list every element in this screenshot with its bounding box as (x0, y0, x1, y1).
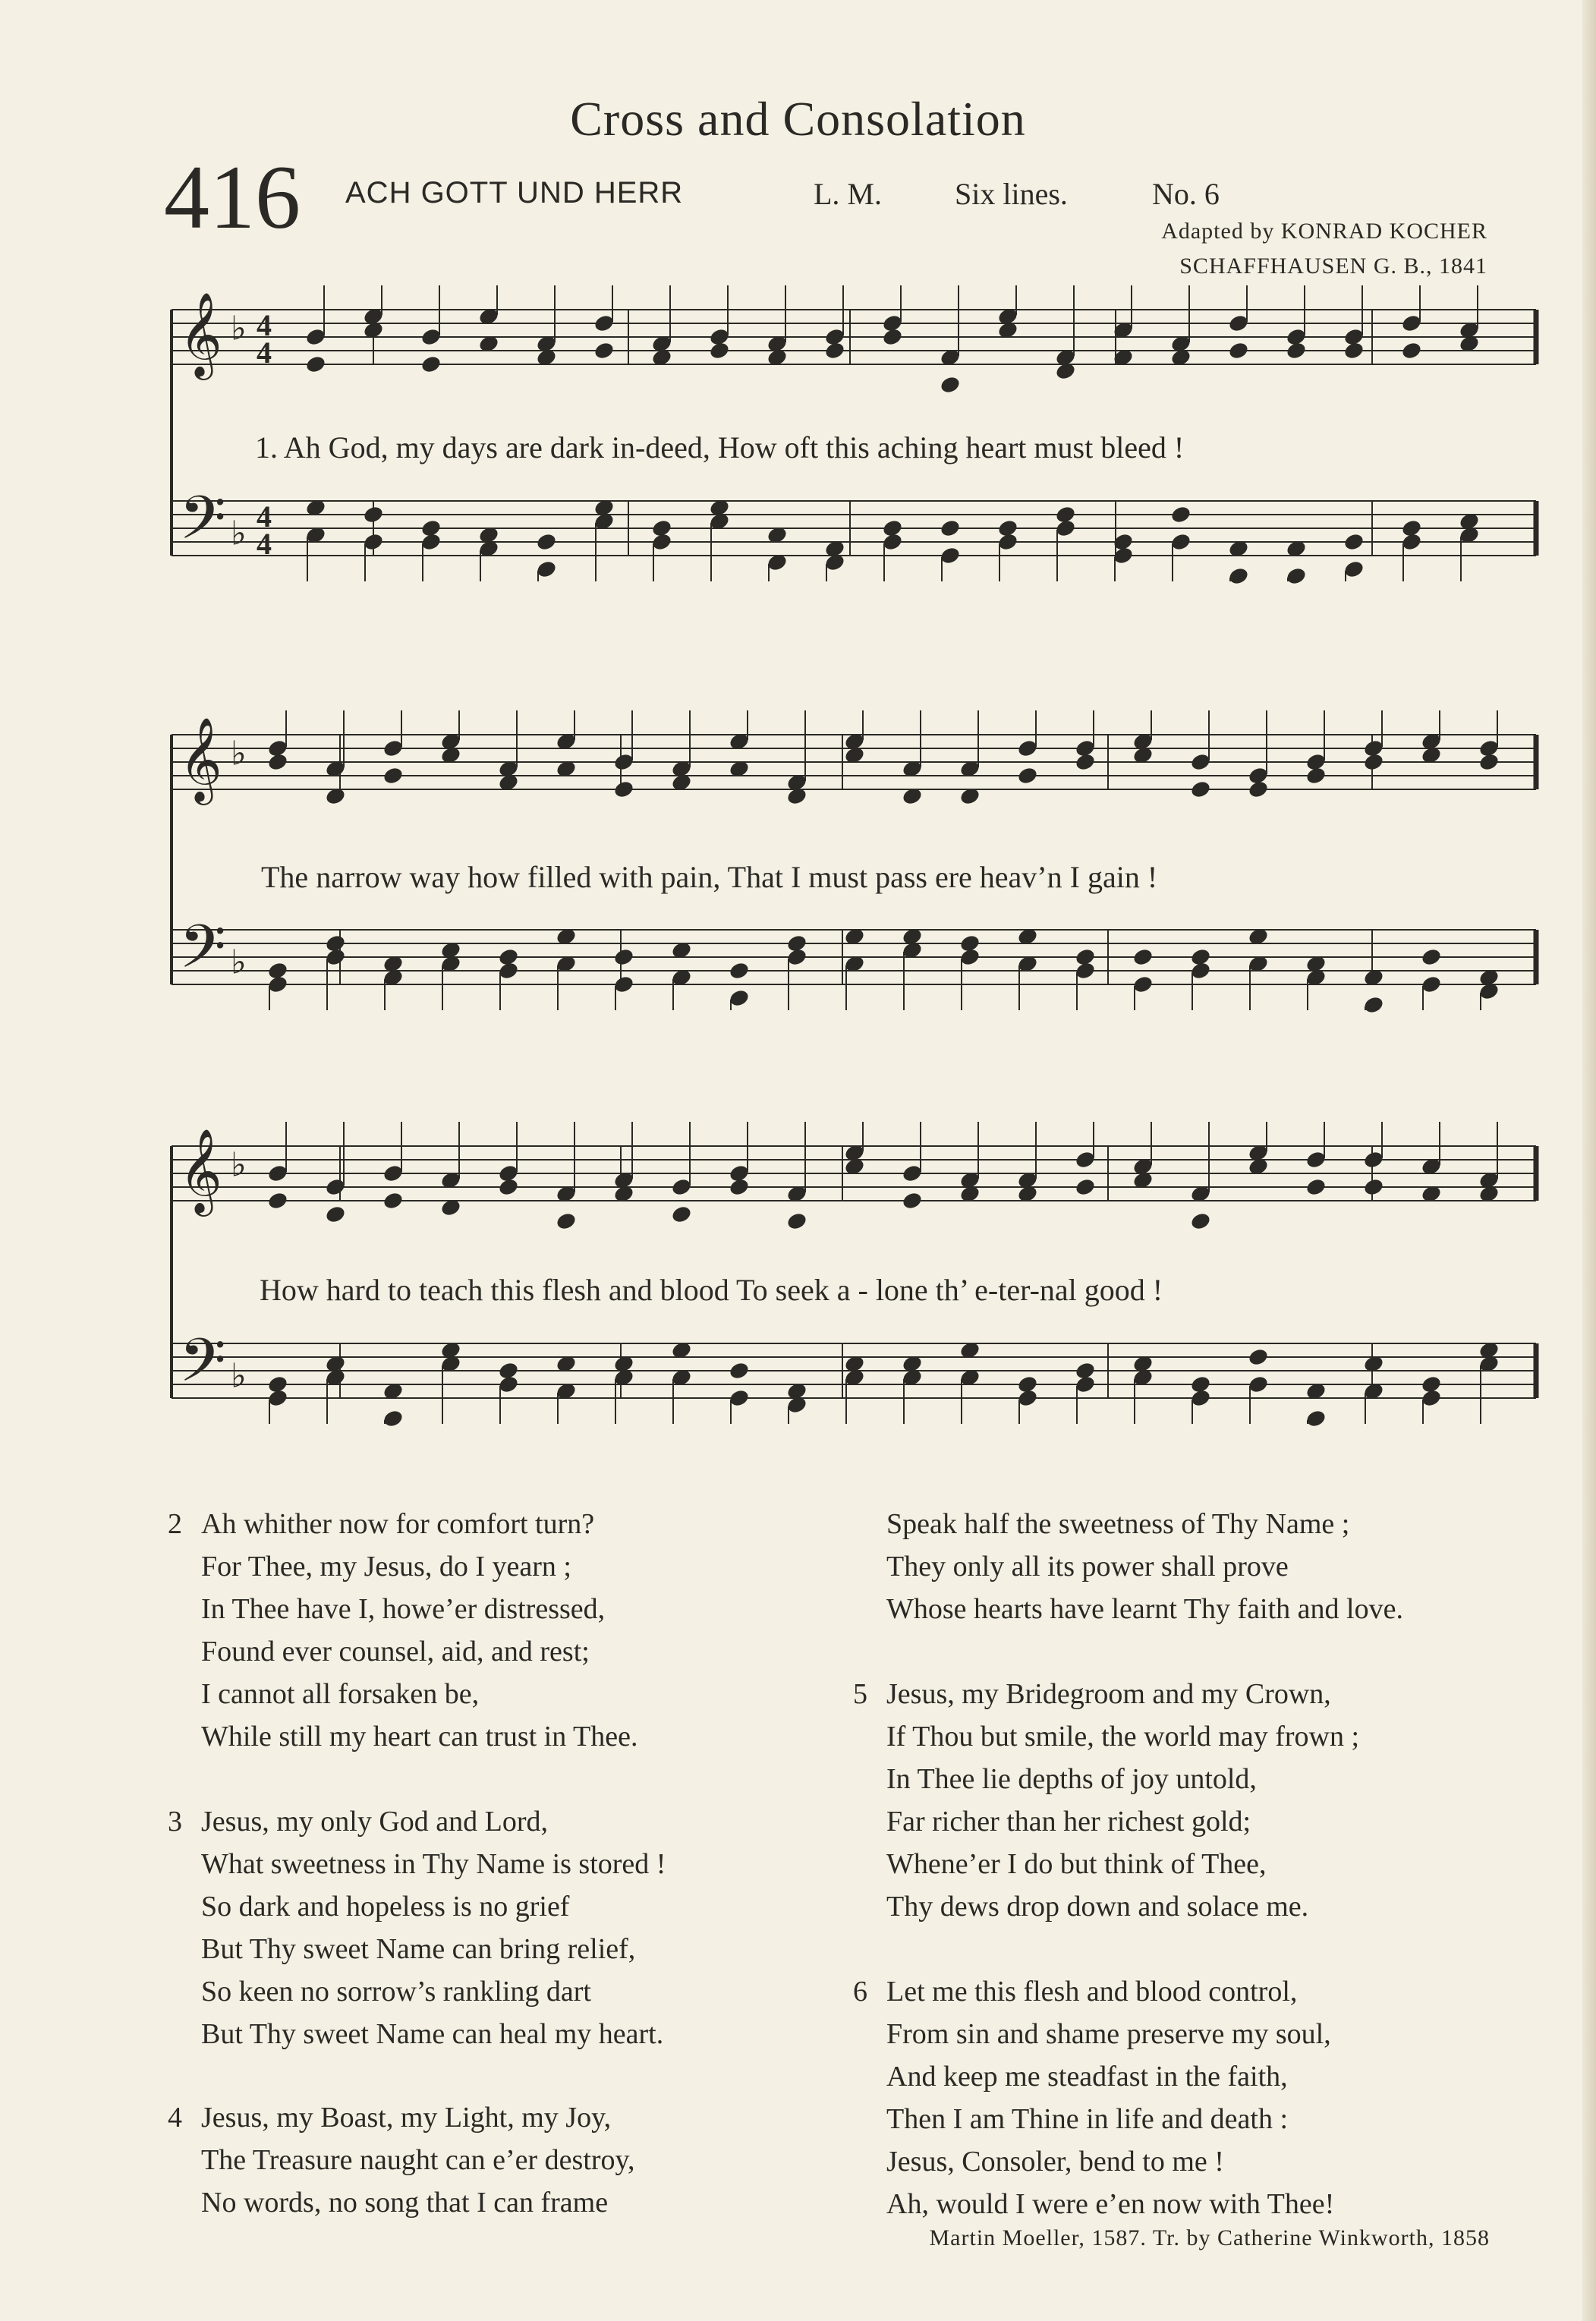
time-signature-top: 4 (257, 308, 272, 343)
verse-line: But Thy sweet Name can bring relief, (201, 1933, 636, 1965)
flat-key-signature: ♭ (231, 310, 247, 348)
note-head (1285, 341, 1307, 361)
verse-line: In Thee have I, howe’er distressed, (201, 1593, 606, 1625)
note-head (823, 341, 845, 361)
flat-key-signature: ♭ (231, 735, 247, 773)
verse-number: 2 (168, 1508, 182, 1540)
verse-number: 5 (853, 1678, 867, 1710)
note-head (1420, 947, 1442, 967)
note-head (901, 1191, 923, 1211)
note-head (728, 961, 750, 981)
verse-5 (853, 1673, 1360, 1928)
note-head (612, 779, 634, 799)
verse-line: Thy dews drop down and solace me. (886, 1891, 1309, 1923)
verse-4 (168, 2096, 635, 2224)
line-count: Six lines. (955, 177, 1068, 211)
note-head (1343, 341, 1365, 361)
verse-line: So dark and hopeless is no grief (201, 1891, 570, 1923)
verse-line: Jesus, my Bridegroom and my Crown, (886, 1678, 1331, 1710)
note-head (1227, 566, 1249, 586)
note-head (266, 1191, 288, 1211)
verse-4-continued (886, 1503, 1403, 1630)
verse-line: Whene’er I do but think of Thee, (886, 1848, 1267, 1880)
verse-line: Let me this flesh and blood control, (886, 1976, 1298, 2008)
verse-number: 4 (168, 2102, 182, 2134)
verse-line: While still my heart can trust in Thee. (201, 1721, 638, 1753)
note-head (1305, 1177, 1327, 1197)
note-head (1189, 1211, 1211, 1231)
lyric-line-1: 1. Ah God, my days are dark in-deed, How oft this aching heart must bleed ! (255, 430, 1185, 465)
verse-line: Jesus, my Boast, my Light, my Joy, (201, 2102, 612, 2134)
bass-clef: 𝄢 (179, 1324, 226, 1410)
tune-number: No. 6 (1152, 177, 1220, 211)
verse-line: But Thy sweet Name can heal my heart. (201, 2018, 664, 2050)
verse-line: From sin and shame preserve my soul, (886, 2018, 1331, 2050)
text-attribution: Martin Moeller, 1587. Tr. by Catherine Winkworth, 1858 (929, 2225, 1490, 2250)
treble-clef: 𝄞 (179, 1127, 222, 1213)
note-head (1400, 341, 1422, 361)
note-head (324, 1205, 346, 1224)
note-head (1478, 752, 1500, 772)
bass-clef: 𝄢 (179, 911, 226, 997)
verse-line: No words, no song that I can frame (201, 2187, 609, 2219)
lyric-line-3: How hard to teach this flesh and blood To seek a - lone th’ e-ter-nal good ! (260, 1273, 1163, 1307)
note-head (881, 327, 903, 347)
composer-credit: Adapted by KONRAD KOCHER (1161, 219, 1487, 244)
note-head (1189, 779, 1211, 799)
flat-key-signature: ♭ (231, 943, 247, 981)
note-head (1343, 532, 1365, 552)
note-head (1362, 752, 1384, 772)
note-head (1247, 779, 1269, 799)
verse-line: Speak half the sweetness of Thy Name ; (886, 1508, 1350, 1540)
hymn-number: 416 (164, 146, 301, 247)
bass-clef: 𝄢 (179, 482, 226, 568)
lyric-line-2: The narrow way how filled with pain, That I must pass ere heav’n I gain ! (261, 860, 1158, 894)
meter: L. M. (814, 177, 882, 211)
note-head (1362, 1177, 1384, 1197)
note-head (785, 1211, 807, 1231)
note-head (535, 532, 557, 552)
verse-number: 3 (168, 1806, 182, 1838)
verse-line: They only all its power shall prove (886, 1551, 1289, 1583)
note-head (555, 1211, 577, 1231)
note-head (1305, 766, 1327, 786)
verse-line: What sweetness in Thy Name is stored ! (201, 1848, 666, 1880)
verse-line: Far richer than her richest gold; (886, 1806, 1251, 1838)
source-credit: SCHAFFHAUSEN G. B., 1841 (1179, 254, 1487, 279)
treble-clef: 𝄞 (179, 291, 222, 376)
flat-key-signature: ♭ (231, 515, 247, 553)
note-head (1227, 341, 1249, 361)
note-head (382, 1409, 404, 1428)
verse-3 (168, 1800, 666, 2055)
verse-line: Then I am Thine in life and death : (886, 2103, 1289, 2135)
treble-clef: 𝄞 (179, 716, 222, 801)
note-head (382, 766, 404, 786)
verse-line: Whose hearts have learnt Thy faith and love. (886, 1593, 1403, 1625)
note-head (728, 1177, 750, 1197)
verse-2 (168, 1503, 638, 1758)
note-head (362, 505, 384, 524)
note-head (420, 354, 442, 374)
note-head (1247, 1347, 1269, 1367)
note-head (939, 375, 961, 395)
verse-number: 6 (853, 1976, 867, 2008)
note-head (1074, 752, 1096, 772)
note-head (1074, 1177, 1096, 1197)
note-head (939, 518, 961, 538)
verse-line: I cannot all forsaken be, (201, 1678, 480, 1710)
note-head (1305, 1409, 1327, 1428)
tune-name: ACH GOTT UND HERR (345, 176, 684, 209)
note-head (708, 341, 730, 361)
flat-key-signature: ♭ (231, 1357, 247, 1395)
flat-key-signature: ♭ (231, 1146, 247, 1184)
time-signature-bottom: 4 (257, 527, 272, 562)
verse-line: Jesus, my only God and Lord, (201, 1806, 549, 1838)
note-head (1285, 566, 1307, 586)
verse-line: So keen no sorrow’s rankling dart (201, 1976, 591, 2008)
note-head (382, 1191, 404, 1211)
note-head (1132, 947, 1154, 967)
verse-line: Ah whither now for comfort turn? (201, 1508, 595, 1540)
verse-6 (853, 1970, 1335, 2225)
verse-line: For Thee, my Jesus, do I yearn ; (201, 1551, 571, 1583)
verse-line: And keep me steadfast in the faith, (886, 2061, 1288, 2093)
note-head (304, 354, 326, 374)
note-head (1362, 995, 1384, 1015)
verse-line: Ah, would I were e’en now with Thee! (886, 2188, 1335, 2220)
note-head (266, 752, 288, 772)
section-title: Cross and Consolation (570, 92, 1026, 146)
verse-line: The Treasure naught can e’er destroy, (201, 2144, 635, 2176)
note-head (1169, 505, 1191, 524)
note-head (497, 1177, 519, 1197)
verse-line: Found ever counsel, aid, and rest; (201, 1636, 590, 1668)
verse-line: Jesus, Consoler, bend to me ! (886, 2146, 1224, 2178)
note-head (1016, 766, 1038, 786)
time-signature-bottom: 4 (257, 335, 272, 370)
note-head (670, 1205, 692, 1224)
note-head (593, 341, 615, 361)
verse-line: If Thou but smile, the world may frown ; (886, 1721, 1360, 1753)
note-head (728, 1361, 750, 1381)
verse-line: In Thee lie depths of joy untold, (886, 1763, 1257, 1795)
note-head (612, 947, 634, 967)
time-signature-top: 4 (257, 499, 272, 534)
